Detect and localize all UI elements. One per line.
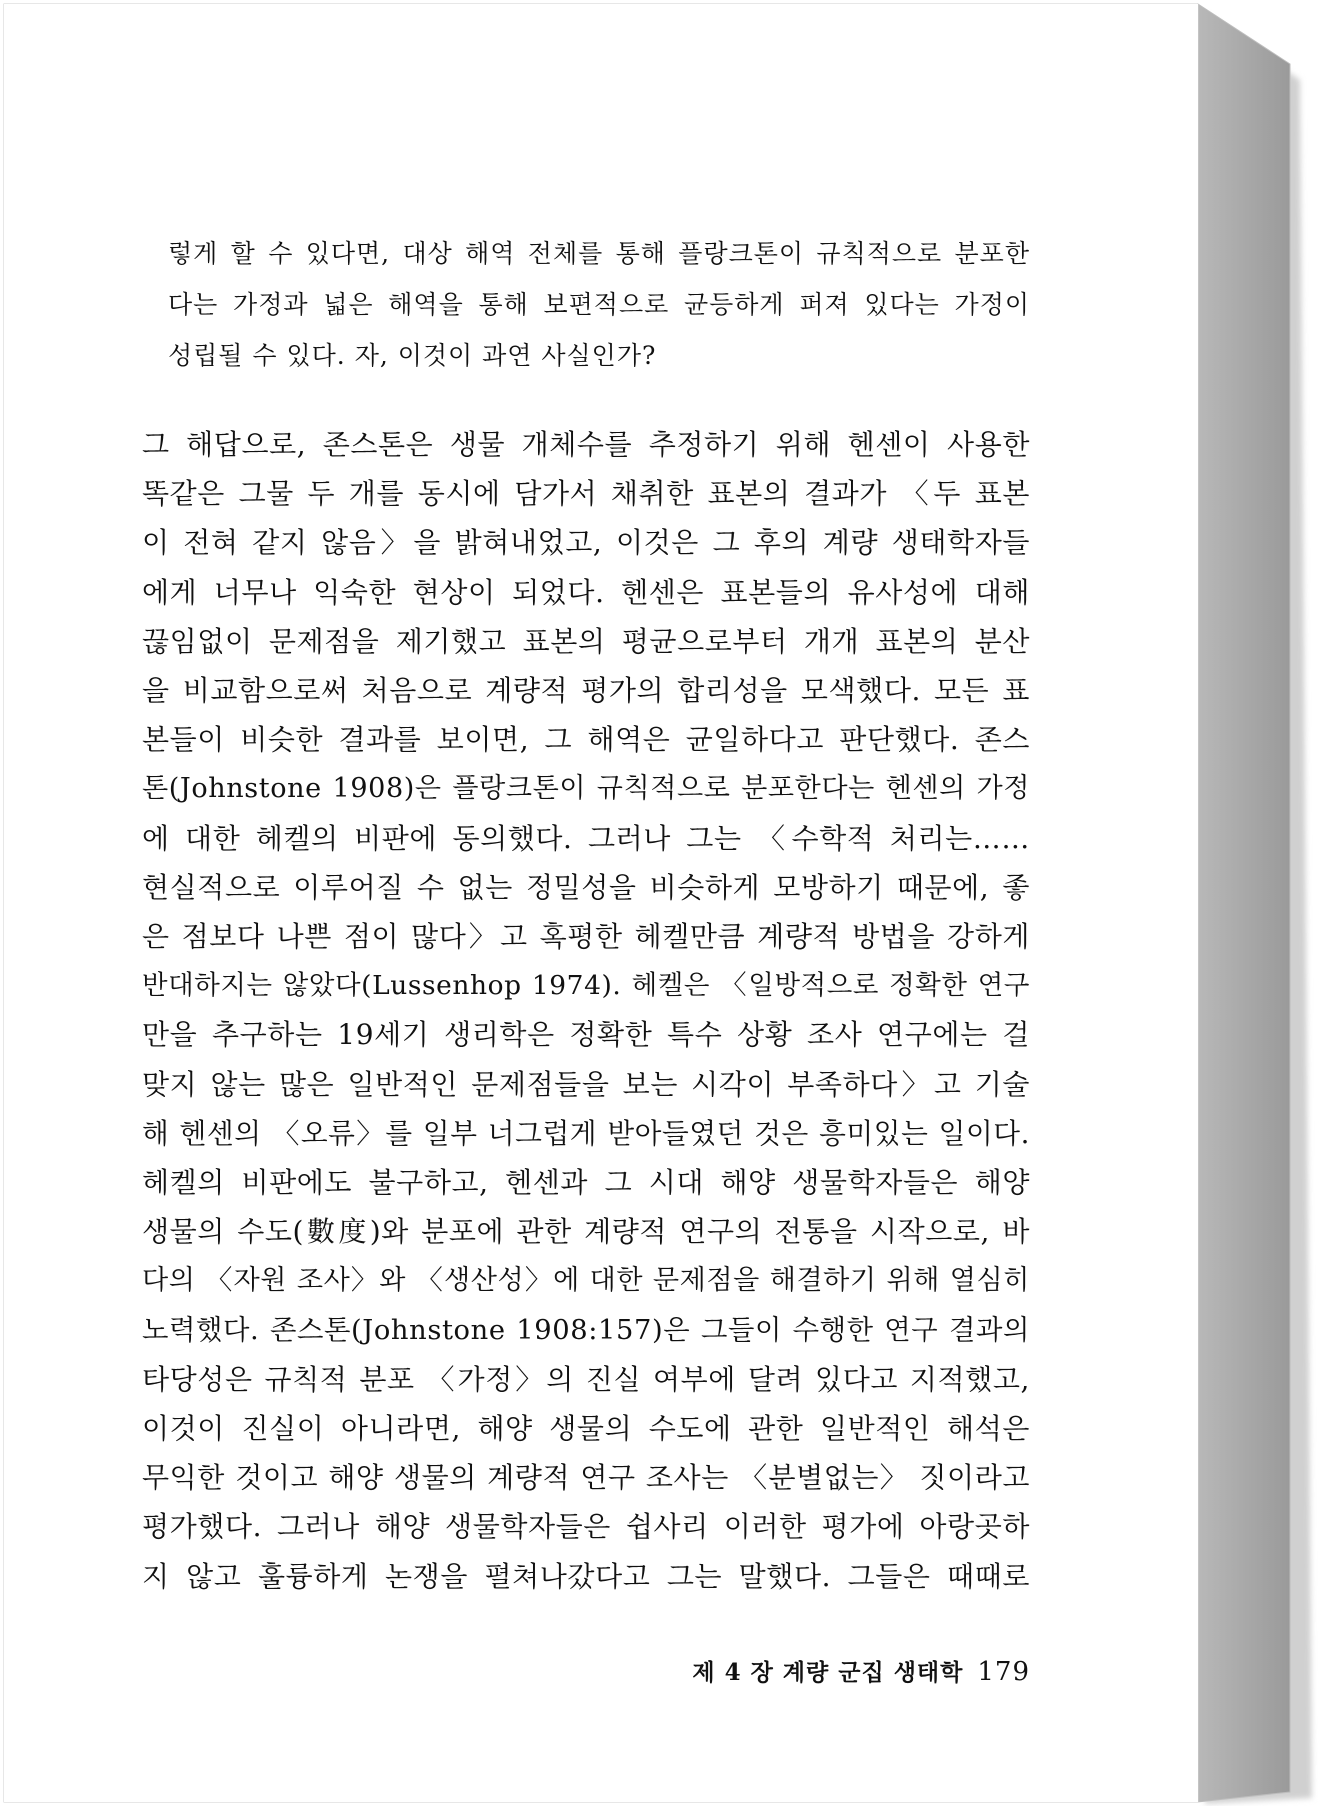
body-line: 현실적으로 이루어질 수 없는 정밀성을 비슷하게 모방하기 때문에, 좋 [142,870,1030,904]
body-line: 지 않고 훌륭하게 논쟁을 펼쳐나갔다고 그는 말했다. 그들은 때때로 [142,1559,1030,1593]
body-line: 톤(Johnstone 1908)은 플랑크톤이 규칙적으로 분포한다는 헨센의 가정 [142,773,1030,805]
quote-line: 성립될 수 있다. 자, 이것이 과연 사실인가? [168,341,657,370]
chapter-title: 제 4 장 계량 군집 생태학 [692,1659,964,1686]
body-line: 은 점보다 나쁜 점이 많다〉고 혹평한 헤켈만큼 계량적 방법을 강하게 [142,920,1030,954]
body-line: 본들이 비슷한 결과를 보이면, 그 해역은 균일하다고 판단했다. 존스 [142,723,1030,757]
body-line: 헤켈의 비판에도 불구하고, 헨센과 그 시대 해양 생물학자들은 해양 [142,1166,1030,1200]
body-line: 타당성은 규칙적 분포 〈가정〉의 진실 여부에 달려 있다고 지적했고, [142,1362,1030,1396]
block-quote [168,228,1030,381]
body-line: 무익한 것이고 해양 생물의 계량적 연구 조사는 〈분별없는〉 짓이라고 [142,1461,1030,1495]
body-line: 다의 〈자원 조사〉와 〈생산성〉에 대한 문제점을 해결하기 위해 열심히 [142,1265,1030,1297]
body-line: 맞지 않는 많은 일반적인 문제점들을 보는 시각이 부족하다〉고 기술 [142,1067,1030,1101]
running-footer [690,1654,1030,1687]
body-line: 똑같은 그물 두 개를 동시에 담가서 채취한 표본의 결과가 〈두 표본 [142,477,1030,511]
body-line: 에 대한 헤켈의 비판에 동의했다. 그러나 그는 〈수학적 처리는…… [142,821,1030,855]
body-line: 끊임없이 문제점을 제기했고 표본의 평균으로부터 개개 표본의 분산 [142,624,1030,658]
body-line: 평가했다. 그러나 해양 생물학자들은 쉽사리 이러한 평가에 아랑곳하 [142,1510,1030,1544]
body-paragraph [142,420,1030,1601]
body-line: 을 비교함으로써 처음으로 계량적 평가의 합리성을 모색했다. 모든 표 [142,674,1030,708]
book-spine-edge [1198,4,1290,1802]
body-line: 에게 너무나 익숙한 현상이 되었다. 헨센은 표본들의 유사성에 대해 [142,575,1030,609]
body-line: 생물의 수도(數度)와 분포에 관한 계량적 연구의 전통을 시작으로, 바 [142,1215,1030,1249]
body-line: 해 헨센의 〈오류〉를 일부 너그럽게 받아들였던 것은 흥미있는 일이다. [142,1116,1030,1150]
body-line: 만을 추구하는 19세기 생리학은 정확한 특수 상황 조사 연구에는 걸 [142,1018,1030,1052]
body-line: 그 해답으로, 존스톤은 생물 개체수를 추정하기 위해 헨센이 사용한 [142,428,1030,461]
body-line: 반대하지는 않았다(Lussenhop 1974). 헤켈은 〈일방적으로 정확한 연구 [142,970,1030,1002]
body-line: 이 전혀 같지 않음〉을 밝혀내었고, 이것은 그 후의 계량 생태학자들 [142,526,1030,560]
page-number: 179 [977,1657,1030,1687]
body-line: 노력했다. 존스톤(Johnstone 1908:157)은 그들이 수행한 연구 결과의 [142,1314,1030,1346]
quote-line: 렇게 할 수 있다면, 대상 해역 전체를 통해 플랑크톤이 규칙적으로 분포한 [168,239,1030,268]
body-line: 이것이 진실이 아니라면, 해양 생물의 수도에 관한 일반적인 해석은 [142,1412,1030,1446]
quote-line: 다는 가정과 넓은 해역을 통해 보편적으로 균등하게 퍼져 있다는 가정이 [168,290,1030,319]
